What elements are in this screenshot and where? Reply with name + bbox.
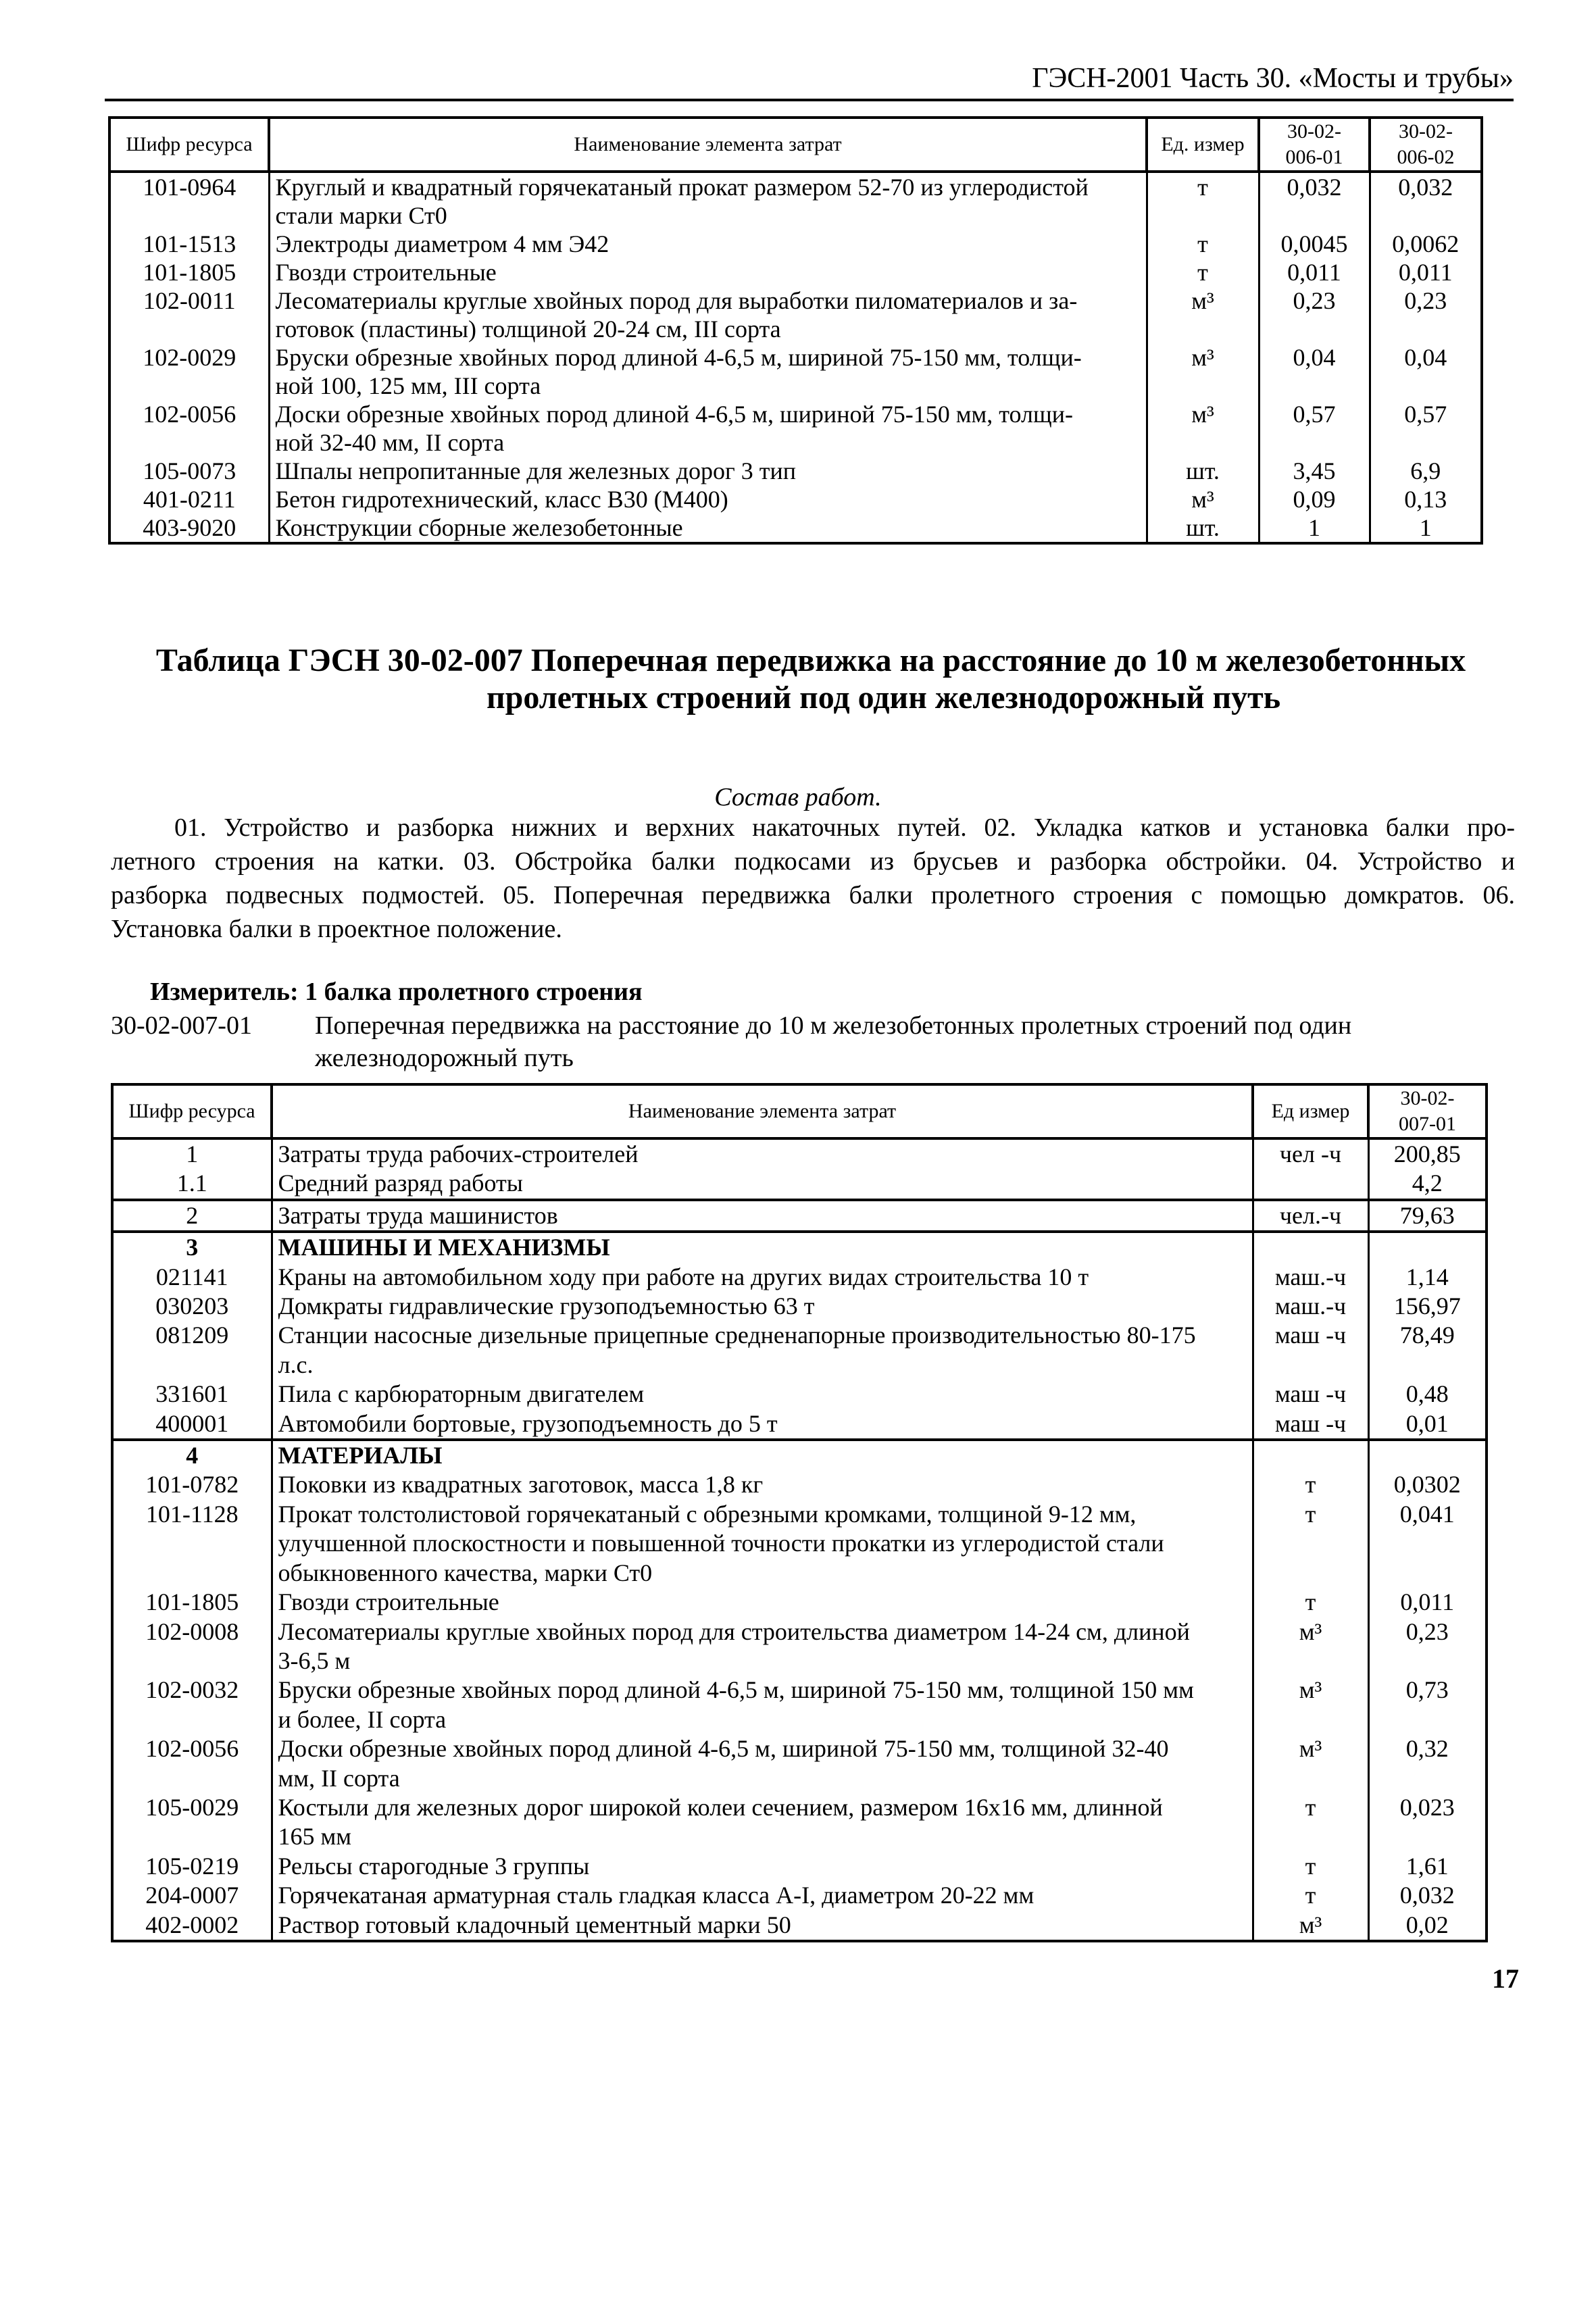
unit: м³ [1147,400,1259,457]
work-line: 01. Устройство и разборка нижних и верхних накаточных путей. 02. Укладка катков и установка балки про- [174,813,1515,842]
resource-code: 402-0002 [112,1911,272,1941]
norm-value-02: 6,9 [1370,457,1482,485]
resource-code: 401-0211 [109,485,269,513]
table-row [112,1232,1487,1262]
resource-code: 3 [112,1232,272,1262]
table-row [112,1500,1487,1588]
norm-value-01: 0,23 [1259,286,1370,343]
resource-name: Раствор готовый кладочный цементный марки 50 [272,1911,1253,1941]
running-header: ГЭСН-2001 Часть 30. «Мосты и трубы» [1032,63,1514,94]
norm-value-01: 0,0045 [1259,230,1370,258]
table-row [112,1617,1487,1676]
table-row [112,1676,1487,1734]
resource-name: Бруски обрезные хвойных пород длиной 4-6,5 м, шириной 75-150 мм, толщиной 150 мм и более, II сорта [272,1676,1253,1734]
unit [1253,1232,1368,1262]
table-row [112,1881,1487,1910]
norm-value-01: 1 [1259,513,1370,543]
table-row [112,1588,1487,1617]
unit: чел -ч [1253,1138,1368,1169]
resource-name: Поковки из квадратных заготовок, масса 1,8 кг [272,1470,1253,1499]
norm-value-01: 0,032 [1259,172,1370,230]
norm-value-02: 0,23 [1370,286,1482,343]
resource-code: 105-0029 [112,1793,272,1852]
norm-value-02: 1 [1370,513,1482,543]
unit: м³ [1147,485,1259,513]
norm-value-01: 79,63 [1368,1200,1487,1232]
table-row [112,1852,1487,1881]
table-row [112,1263,1487,1292]
table-row [109,343,1482,400]
table-row [109,258,1482,286]
resource-code: 102-0032 [112,1676,272,1734]
unit: маш -ч [1253,1321,1368,1380]
table-row [112,1380,1487,1409]
resource-name: Бетон гидротехнический, класс В30 (М400) [269,485,1147,513]
work-composition-heading: Состав работ. [714,783,882,811]
table-row [112,1200,1487,1232]
norm-value-02: 0,57 [1370,400,1482,457]
table-row [109,513,1482,543]
unit: м³ [1147,343,1259,400]
column-header-name: Наименование элемента затрат [272,1084,1253,1138]
resource-code: 101-0782 [112,1470,272,1499]
resource-table-007 [111,1083,1488,1942]
resource-name: Гвозди строительные [272,1588,1253,1617]
column-header-code: Шифр ресурса [109,118,269,172]
work-composition-text [111,811,1515,946]
resource-name: Лесоматериалы круглые хвойных пород для выработки пиломатериалов и за- готовок (пластины) толщиной 20-24 см, III сорта [269,286,1147,343]
table-row [109,230,1482,258]
norm-value-01: 78,49 [1368,1321,1487,1380]
table-row [112,1292,1487,1321]
resource-code: 105-0073 [109,457,269,485]
table-row [112,1734,1487,1793]
norm-value-01: 0,57 [1259,400,1370,457]
column-header-unit: Ед. измер [1147,118,1259,172]
norm-value-01: 0,011 [1259,258,1370,286]
resource-name: Конструкции сборные железобетонные [269,513,1147,543]
work-line: летного строения на катки. 03. Обстройка балки подкосами из брусьев и разборка обстройки. 04. Устройство и [111,847,1515,876]
norm-value-01: 0,041 [1368,1500,1487,1588]
table-row [109,172,1482,230]
resource-name: Средний разряд работы [272,1169,1253,1199]
unit: маш.-ч [1253,1292,1368,1321]
norm-value-01: 0,23 [1368,1617,1487,1676]
table-row [112,1470,1487,1499]
work-line: Установка балки в проектное положение. [111,915,562,943]
table-row [112,1409,1487,1440]
unit: шт. [1147,513,1259,543]
column-header-code: Шифр ресурса [112,1084,272,1138]
unit: т [1147,172,1259,230]
resource-code: 102-0008 [112,1617,272,1676]
norm-value-01: 3,45 [1259,457,1370,485]
resource-name: Домкраты гидравлические грузоподъемностью 63 т [272,1292,1253,1321]
resource-code: 101-1513 [109,230,269,258]
table-title-line-2: пролетных строений под один железнодорожный путь [487,680,1281,715]
table-row [112,1321,1487,1380]
resource-code: 101-1805 [109,258,269,286]
resource-code: 102-0011 [109,286,269,343]
table-row [112,1793,1487,1852]
resource-code: 021141 [112,1263,272,1292]
norm-value-01: 0,09 [1259,485,1370,513]
norm-value-01: 0,48 [1368,1380,1487,1409]
norm-value-01: 4,2 [1368,1169,1487,1199]
table-row [112,1911,1487,1941]
norm-value-02: 0,0062 [1370,230,1482,258]
norm-value-01: 0,011 [1368,1588,1487,1617]
resource-name: Пила с карбюраторным двигателем [272,1380,1253,1409]
resource-name: Круглый и квадратный горячекатаный прокат размером 52-70 из углеродистой стали марки Ст0 [269,172,1147,230]
resource-name: Доски обрезные хвойных пород длиной 4-6,5 м, шириной 75-150 мм, толщи- ной 32-40 мм, II сорта [269,400,1147,457]
table-row [109,286,1482,343]
resource-name: Рельсы старогодные 3 группы [272,1852,1253,1881]
unit: т [1253,1470,1368,1499]
resource-name: Бруски обрезные хвойных пород длиной 4-6,5 м, шириной 75-150 мм, толщи- ной 100, 125 мм, III сорта [269,343,1147,400]
unit: т [1253,1793,1368,1852]
norm-value-01: 200,85 [1368,1138,1487,1169]
resource-code: 030203 [112,1292,272,1321]
page-number: 17 [1492,1963,1519,1994]
resource-name: Доски обрезные хвойных пород длиной 4-6,5 м, шириной 75-150 мм, толщиной 32-40 мм, II сорта [272,1734,1253,1793]
norm-value-02: 0,13 [1370,485,1482,513]
column-header-norm-2: 30-02- 006-02 [1370,118,1482,172]
norm-value-02: 0,032 [1370,172,1482,230]
resource-name: Затраты труда машинистов [272,1200,1253,1232]
norm-value-01: 1,61 [1368,1852,1487,1881]
measure-unit: Измеритель: 1 балка пролетного строения [150,978,643,1006]
resource-name: Шпалы непропитанные для железных дорог 3 тип [269,457,1147,485]
unit: маш.-ч [1253,1263,1368,1292]
resource-code: 403-9020 [109,513,269,543]
table-row [109,485,1482,513]
unit: т [1253,1588,1368,1617]
norm-value-01 [1368,1232,1487,1262]
resource-name: Гвозди строительные [269,258,1147,286]
unit: т [1147,258,1259,286]
resource-code: 102-0029 [109,343,269,400]
unit: м³ [1253,1734,1368,1793]
resource-name: МАШИНЫ И МЕХАНИЗМЫ [272,1232,1253,1262]
column-header-name: Наименование элемента затрат [269,118,1147,172]
norm-code: 30-02-007-01 [111,1011,252,1040]
unit: т [1253,1852,1368,1881]
resource-code: 4 [112,1440,272,1470]
column-header-norm-1: 30-02- 006-01 [1259,118,1370,172]
norm-value-01: 0,0302 [1368,1470,1487,1499]
norm-value-02: 0,011 [1370,258,1482,286]
resource-code: 101-1128 [112,1500,272,1588]
work-line: разборка подвесных подмостей. 05. Поперечная передвижка балки пролетного строения с помощью домкратов. 06. [111,881,1515,909]
resource-name: Автомобили бортовые, грузоподъемность до 5 т [272,1409,1253,1440]
resource-code: 331601 [112,1380,272,1409]
resource-name: Электроды диаметром 4 мм Э42 [269,230,1147,258]
norm-value-01: 1,14 [1368,1263,1487,1292]
table-row [112,1138,1487,1169]
unit: т [1147,230,1259,258]
resource-name: Прокат толстолистовой горячекатаный с обрезными кромками, толщиной 9-12 мм, улучшенной плоскостности и повышенной точности прокатки из углеродистой стали обыкновенного качества, марки Ст0 [272,1500,1253,1588]
table-title-line-1: Таблица ГЭСН 30-02-007 Поперечная передвижка на расстояние до 10 м железобетонных [155,643,1466,678]
unit: шт. [1147,457,1259,485]
resource-code: 1 [112,1138,272,1169]
unit: м³ [1253,1911,1368,1941]
column-header-norm-1: 30-02- 007-01 [1368,1084,1487,1138]
resource-name: Краны на автомобильном ходу при работе на других видах строительства 10 т [272,1263,1253,1292]
unit: м³ [1253,1617,1368,1676]
column-header-unit: Ед измер [1253,1084,1368,1138]
resource-code: 102-0056 [112,1734,272,1793]
resource-table-006 [108,116,1483,545]
resource-name: Костыли для железных дорог широкой колеи сечением, размером 16х16 мм, длинной 165 мм [272,1793,1253,1852]
resource-code: 081209 [112,1321,272,1380]
norm-description: Поперечная передвижка на расстояние до 10 м железобетонных пролетных строений под один железнодорожный путь [315,1011,1352,1072]
norm-value-01: 0,73 [1368,1676,1487,1734]
resource-code: 105-0219 [112,1852,272,1881]
norm-value-01: 0,023 [1368,1793,1487,1852]
resource-code: 102-0056 [109,400,269,457]
table-row [109,400,1482,457]
resource-name: Горячекатаная арматурная сталь гладкая класса А-I, диаметром 20-22 мм [272,1881,1253,1910]
table-row [109,457,1482,485]
resource-name: Затраты труда рабочих-строителей [272,1138,1253,1169]
resource-name: Станции насосные дизельные прицепные средненапорные производительностью 80-175 л.с. [272,1321,1253,1380]
resource-code: 400001 [112,1409,272,1440]
resource-code: 101-0964 [109,172,269,230]
unit: маш -ч [1253,1380,1368,1409]
unit: т [1253,1881,1368,1910]
norm-value-01: 0,01 [1368,1409,1487,1440]
table-row [112,1169,1487,1199]
unit [1253,1440,1368,1470]
norm-value-02: 0,04 [1370,343,1482,400]
norm-value-01 [1368,1440,1487,1470]
norm-value-01: 0,032 [1368,1881,1487,1910]
unit: маш -ч [1253,1409,1368,1440]
resource-name: МАТЕРИАЛЫ [272,1440,1253,1470]
header-divider [105,99,1514,101]
resource-code: 1.1 [112,1169,272,1199]
norm-value-01: 0,32 [1368,1734,1487,1793]
resource-name: Лесоматериалы круглые хвойных пород для строительства диаметром 14-24 см, длиной 3-6,5 м [272,1617,1253,1676]
unit: м³ [1253,1676,1368,1734]
norm-value-01: 0,02 [1368,1911,1487,1941]
unit: чел.-ч [1253,1200,1368,1232]
resource-code: 204-0007 [112,1881,272,1910]
table-row [112,1440,1487,1470]
resource-code: 2 [112,1200,272,1232]
resource-code: 101-1805 [112,1588,272,1617]
unit: м³ [1147,286,1259,343]
norm-value-01: 156,97 [1368,1292,1487,1321]
unit: т [1253,1500,1368,1588]
norm-value-01: 0,04 [1259,343,1370,400]
unit [1253,1169,1368,1199]
